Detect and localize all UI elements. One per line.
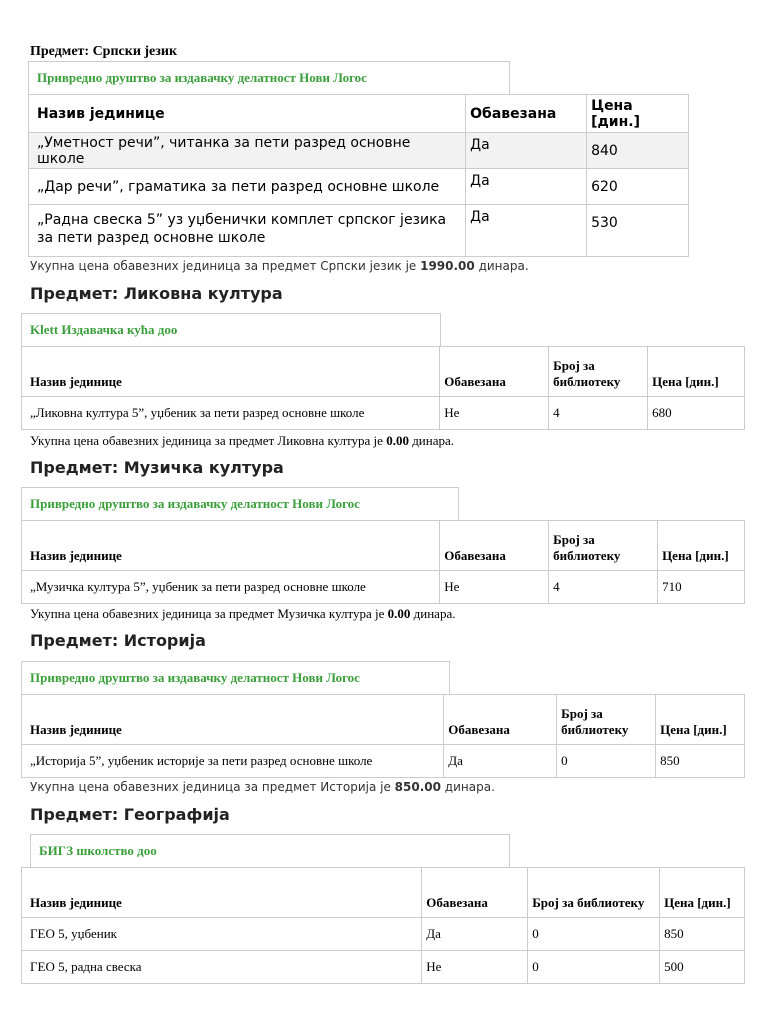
- col-header-bound: Обавезана: [422, 868, 528, 918]
- cell-library: 0: [557, 745, 656, 778]
- cell-price: 500: [660, 951, 745, 984]
- total-text: Укупна цена обавезних јединица за предмет Српски језик је: [30, 259, 421, 273]
- cell-bound: Да: [466, 169, 587, 205]
- publisher-art: Klett Издавачка кућа доо: [21, 313, 441, 346]
- total-art: [30, 433, 454, 449]
- total-serbian: [30, 259, 529, 273]
- col-header-name: Назив јединице: [22, 695, 444, 745]
- publisher-music: Привредно друштво за издавачку делатност Нови Логос: [21, 487, 459, 520]
- cell-price: 530: [587, 205, 689, 257]
- col-header-bound: Обавезана: [440, 347, 549, 397]
- cell-bound: Не: [440, 571, 549, 604]
- col-header-name: Назив јединице: [22, 868, 422, 918]
- cell-name: „Дар речи”, граматика за пети разред основне школе: [29, 169, 466, 205]
- cell-library: 4: [549, 571, 658, 604]
- subject-title-geography: Предмет: Географија: [30, 805, 230, 824]
- cell-name: „Музичка култура 5”, уџбеник за пети разред основне школе: [22, 571, 440, 604]
- table-row: [22, 951, 745, 984]
- total-music: [30, 606, 455, 622]
- table-geography: [21, 867, 745, 984]
- col-header-bound: Обавезана: [440, 521, 549, 571]
- publisher-geography: БИГЗ школство доо: [30, 834, 510, 867]
- total-history: [30, 780, 495, 794]
- table-row: [29, 169, 689, 205]
- col-header-library: Број за библиотеку: [557, 695, 656, 745]
- col-header-bound: Обавезана: [444, 695, 557, 745]
- col-header-name: Назив јединице: [29, 95, 466, 133]
- cell-bound: Да: [466, 205, 587, 257]
- total-suffix: динара.: [440, 780, 495, 794]
- cell-price: 840: [587, 133, 689, 169]
- total-value: 1990.00: [420, 259, 475, 273]
- cell-name: „Историја 5”, уџбеник историје за пети разред основне школе: [22, 745, 444, 778]
- total-value: 850.00: [394, 780, 441, 794]
- table-serbian: [28, 94, 689, 257]
- cell-name: ГЕО 5, уџбеник: [22, 918, 422, 951]
- col-header-price: Цена [дин.]: [660, 868, 745, 918]
- col-header-name: Назив јединице: [22, 347, 440, 397]
- col-header-price: Цена [дин.]: [648, 347, 745, 397]
- cell-price: 850: [660, 918, 745, 951]
- publisher-history: Привредно друштво за издавачку делатност Нови Логос: [21, 661, 450, 694]
- total-text: Укупна цена обавезних јединица за предмет Ликовна култура је: [30, 433, 387, 448]
- col-header-library: Број за библиотеку: [549, 521, 658, 571]
- publisher-serbian: Привредно друштво за издавачку делатност Нови Логос: [28, 61, 510, 94]
- subject-title-music: Предмет: Музичка култура: [30, 458, 284, 477]
- total-suffix: динара.: [408, 433, 455, 448]
- col-header-price: Цена [дин.]: [658, 521, 745, 571]
- total-text: Укупна цена обавезних јединица за предмет Музичка култура је: [30, 606, 388, 621]
- cell-name: „Радна свеска 5” уз уџбенички комплет српског језика за пети разред основне школе: [29, 205, 466, 257]
- table-music: [21, 520, 745, 604]
- table-history: [21, 694, 745, 778]
- col-header-library: Број за библиотеку: [528, 868, 660, 918]
- col-header-library: Број за библиотеку: [549, 347, 648, 397]
- total-value: 0.00: [387, 606, 411, 621]
- table-row: [29, 205, 689, 257]
- col-header-name: Назив јединице: [22, 521, 440, 571]
- total-value: 0.00: [386, 433, 409, 448]
- cell-bound: Да: [466, 133, 587, 169]
- table-art: [21, 346, 745, 430]
- table-row: [29, 133, 689, 169]
- table-row: [22, 745, 745, 778]
- subject-title-history: Предмет: Историја: [30, 631, 206, 650]
- cell-name: „Уметност речи”, читанка за пети разред основне школе: [29, 133, 466, 169]
- cell-price: 850: [656, 745, 745, 778]
- table-row: [22, 571, 745, 604]
- table-row: [22, 918, 745, 951]
- cell-library: 0: [528, 951, 660, 984]
- cell-bound: Не: [422, 951, 528, 984]
- cell-name: „Ликовна култура 5”, уџбеник за пети разред основне школе: [22, 397, 440, 430]
- table-row: [22, 397, 745, 430]
- col-header-bound: Обавезана: [466, 95, 587, 133]
- subject-title-art: Предмет: Ликовна култура: [30, 284, 283, 303]
- cell-library: 0: [528, 918, 660, 951]
- col-header-price: Цена [дин.]: [656, 695, 745, 745]
- total-text: Укупна цена обавезних јединица за предмет Историја је: [30, 780, 395, 794]
- cell-bound: Не: [440, 397, 549, 430]
- cell-library: 4: [549, 397, 648, 430]
- total-suffix: динара.: [474, 259, 529, 273]
- cell-bound: Да: [444, 745, 557, 778]
- cell-price: 680: [648, 397, 745, 430]
- subject-title-serbian: Предмет: Српски језик: [30, 44, 178, 59]
- cell-price: 620: [587, 169, 689, 205]
- cell-price: 710: [658, 571, 745, 604]
- col-header-price: Цена [дин.]: [587, 95, 689, 133]
- total-suffix: динара.: [410, 606, 456, 621]
- cell-bound: Да: [422, 918, 528, 951]
- cell-name: ГЕО 5, радна свеска: [22, 951, 422, 984]
